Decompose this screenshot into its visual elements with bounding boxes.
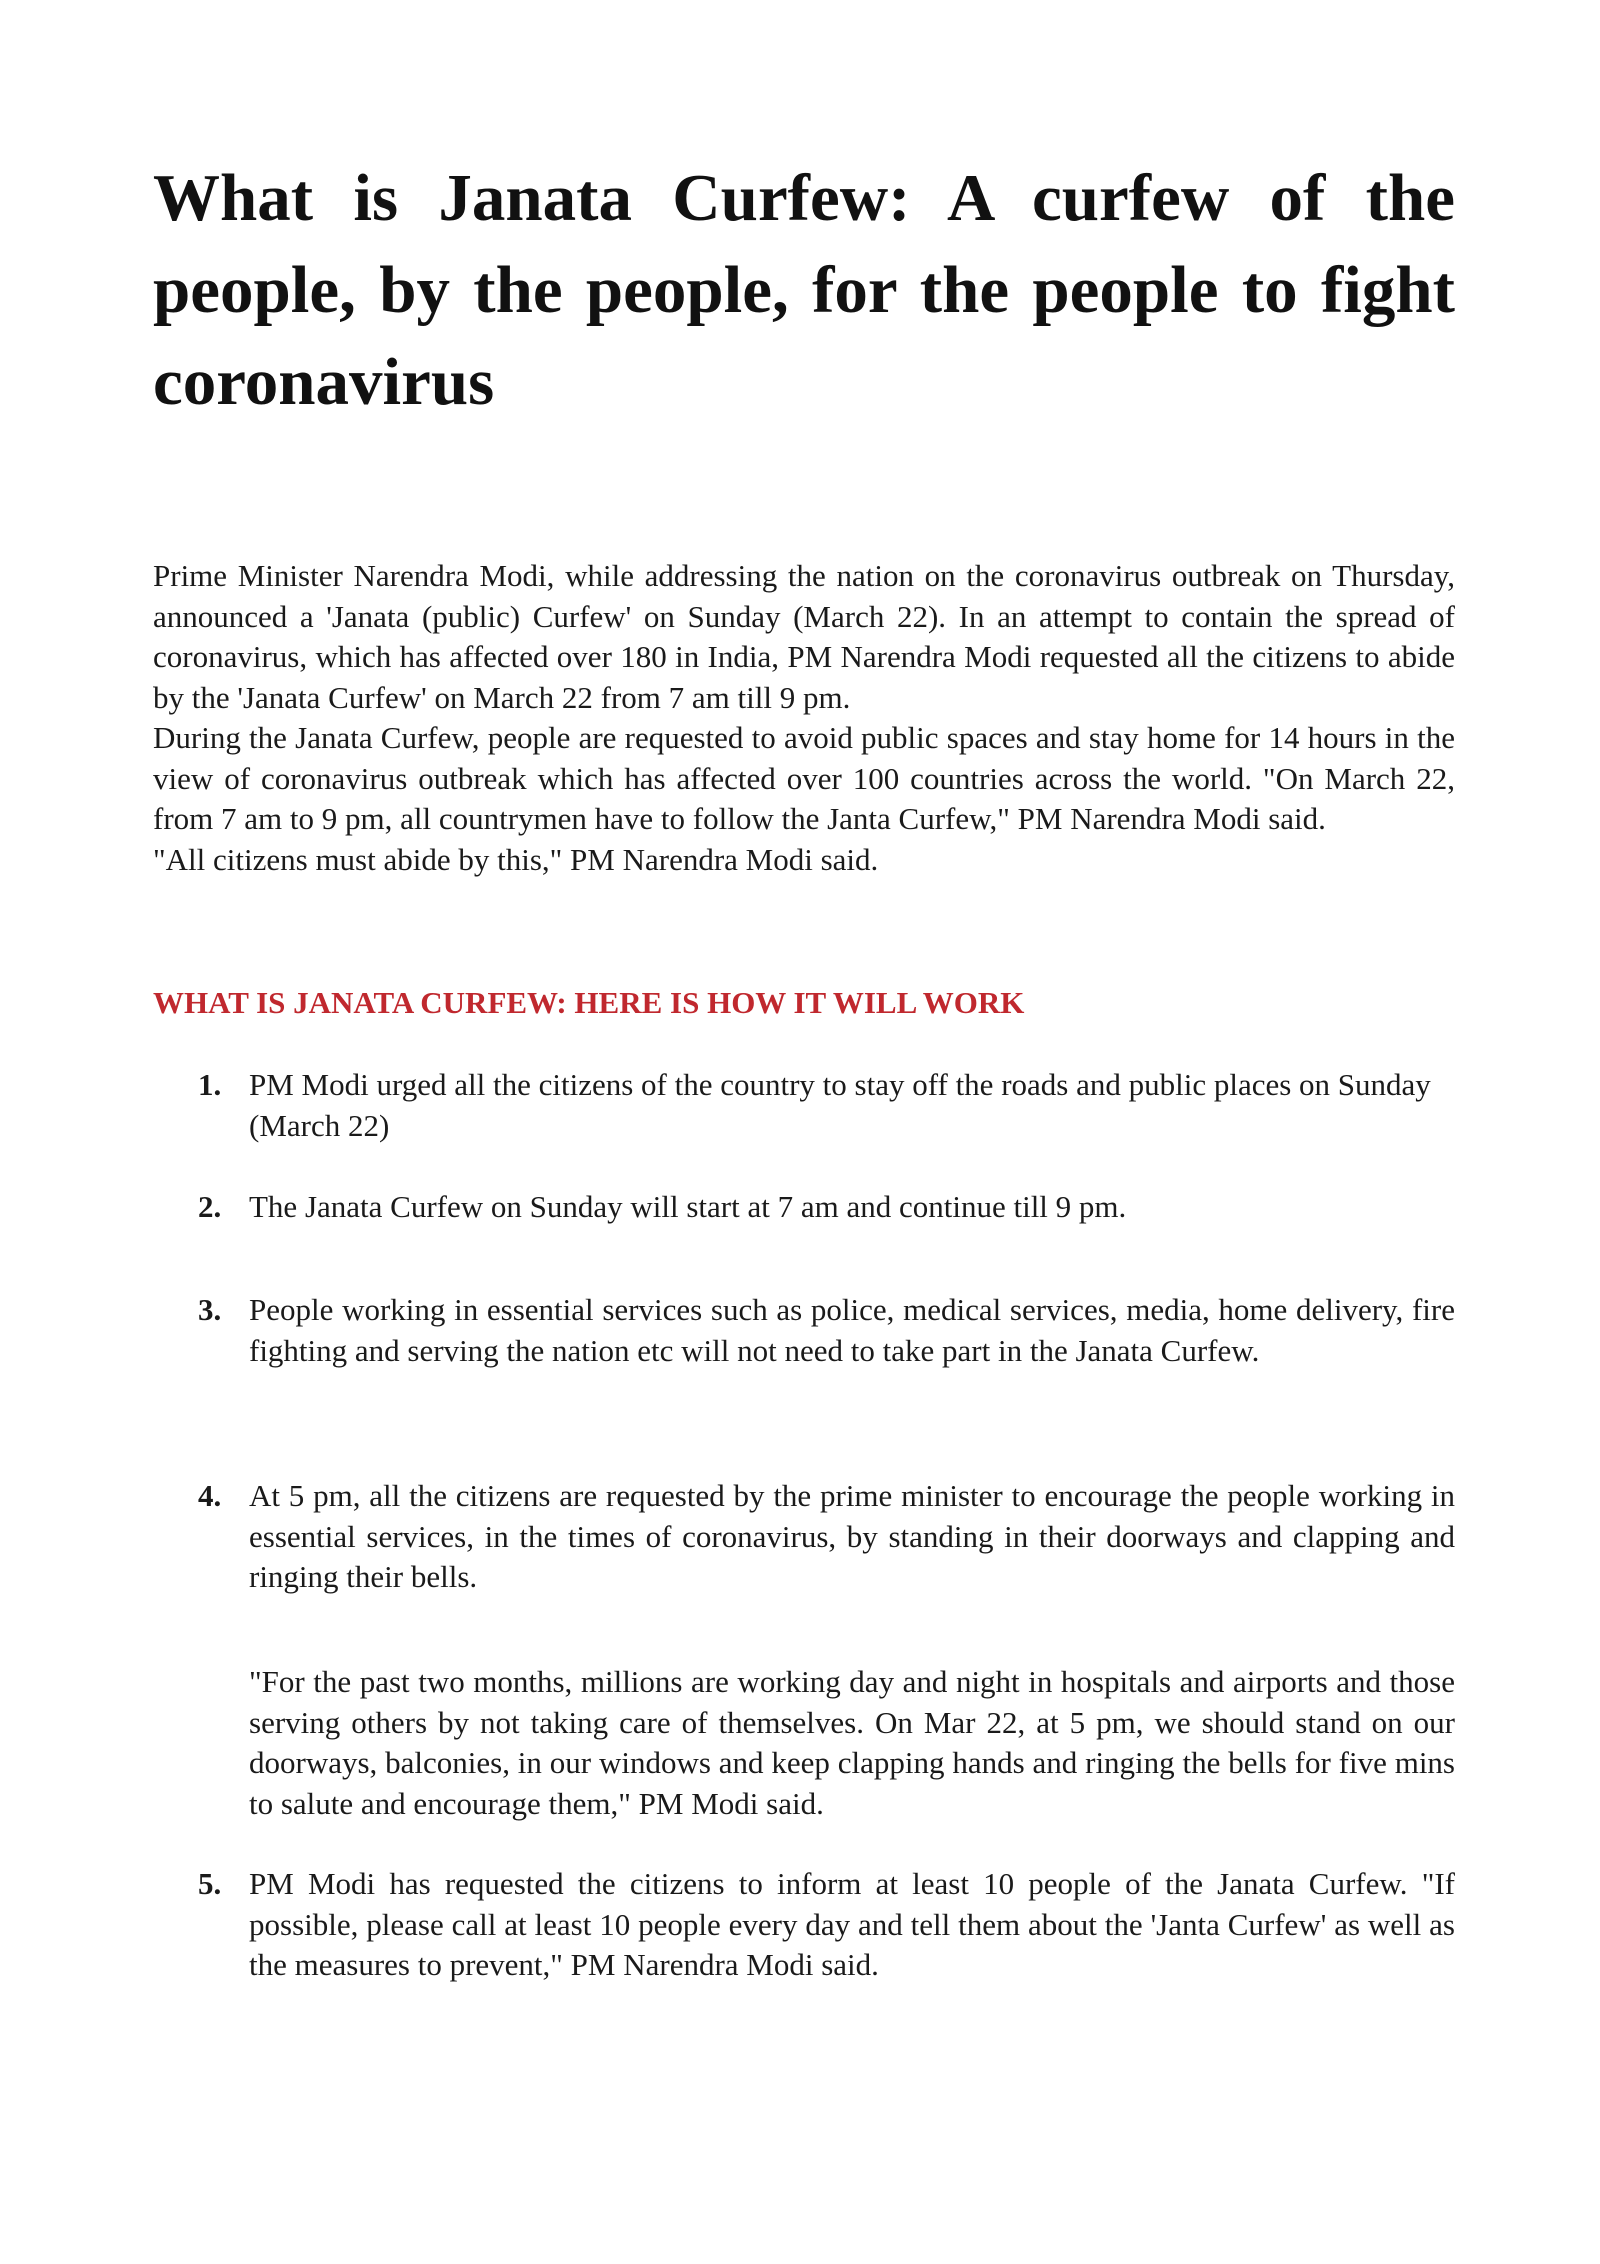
section-heading: WHAT IS JANATA CURFEW: HERE IS HOW IT WILL WORK [153,985,1025,1020]
list-item-number: 2. [198,1189,222,1224]
list-item-number: 4. [198,1478,222,1513]
list-item-text: The Janata Curfew on Sunday will start at 7 am and continue till 9 pm. [249,1189,1127,1224]
intro-section [153,556,1455,880]
quote-paragraph: "For the past two months, millions are working day and night in hospitals and airports and those serving others by not taking care of themselves. On Mar 22, at 5 pm, we should stand on our doorways, balconies, in our windows and keep clapping hands and ringing the bells for five mins to salute and encourage them," PM Modi said. [249,1664,1455,1821]
intro-paragraph: Prime Minister Narendra Modi, while addressing the nation on the coronavirus outbreak on Thursday, announced a 'Janata (public) Curfew' on Sunday (March 22). In an attempt to contain the spread of coronavirus, which has affected over 180 in India, PM Narendra Modi requested all the citizens to abide by the 'Janata Curfew' on March 22 from 7 am till 9 pm. [153,558,1455,715]
list-item-number: 3. [198,1292,222,1327]
intro-paragraph-2: During the Janata Curfew, people are requested to avoid public spaces and stay home for 14 hours in the view of coronavirus outbreak which has affected over 100 countries across the world. "On March 22, from 7 am to 9 pm, all countrymen have to follow the Janta Curfew," PM Narendra Modi said. [153,720,1455,836]
list-item-text: PM Modi urged all the citizens of the country to stay off the roads and public places on Sunday (March 22) [249,1067,1431,1143]
list-item-text: PM Modi has requested the citizens to inform at least 10 people of the Janata Curfew. "If possible, please call at least 10 people every day and tell them about the 'Janta Curfew' as well as the measures to prevent," PM Narendra Modi said. [249,1866,1455,1982]
list-item-text: People working in essential services such as police, medical services, media, home delivery, fire fighting and serving the nation etc will not need to take part in the Janata Curfew. [249,1292,1455,1368]
list-item-number: 5. [198,1866,222,1901]
article-title: What is Janata Curfew: A curfew of the people, by the people, for the people to fight coronavirus [153,161,1455,419]
list-item-text: At 5 pm, all the citizens are requested by the prime minister to encourage the people working in essential services, in the times of coronavirus, by standing in their doorways and clapping and ringing their bells. [249,1478,1455,1594]
intro-paragraph-3: "All citizens must abide by this," PM Narendra Modi said. [153,841,879,877]
list-item-number: 1. [198,1067,222,1102]
